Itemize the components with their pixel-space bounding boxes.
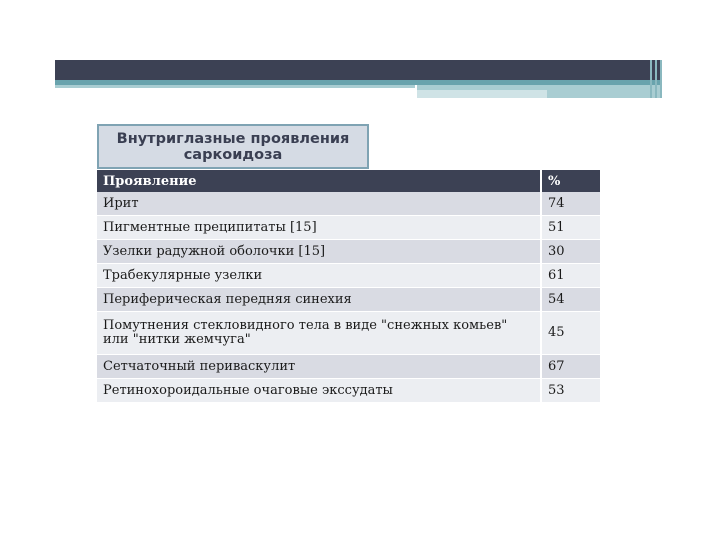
row-label: Пигментные преципитаты [15] — [97, 216, 541, 240]
row-value: 61 — [541, 264, 600, 288]
table-header-row — [97, 170, 600, 192]
row-label: Ирит — [97, 192, 541, 216]
row-label: Трабекулярные узелки — [97, 264, 541, 288]
row-value: 67 — [541, 355, 600, 379]
slide-title-box — [97, 124, 369, 169]
banner-edge-line — [660, 60, 662, 98]
column-header-percent: % — [541, 170, 600, 192]
row-value: 51 — [541, 216, 600, 240]
banner-edge-line — [655, 60, 657, 98]
row-label: Периферическая передняя синехия — [97, 288, 541, 312]
row-label: Сетчаточный периваскулит — [97, 355, 541, 379]
slide-banner — [55, 60, 662, 80]
row-label: Узелки радужной оболочки [15] — [97, 240, 541, 264]
row-value: 30 — [541, 240, 600, 264]
table-row — [97, 355, 600, 379]
column-header-manifestation: Проявление — [97, 170, 541, 192]
row-value: 74 — [541, 192, 600, 216]
row-value: 53 — [541, 379, 600, 403]
table-row — [97, 264, 600, 288]
table-row — [97, 379, 600, 403]
slide-banner-underline — [55, 85, 415, 88]
table-row — [97, 288, 600, 312]
slide-banner-step-inner — [417, 90, 547, 98]
table-row — [97, 312, 600, 355]
table-row — [97, 240, 600, 264]
row-value: 54 — [541, 288, 600, 312]
row-label: Ретинохороидальные очаговые экссудаты — [97, 379, 541, 403]
manifestations-table — [97, 170, 600, 403]
row-label: Помутнения стекловидного тела в виде "снежных комьев" или "нитки жемчуга" — [97, 312, 541, 355]
table-row — [97, 192, 600, 216]
table-row — [97, 216, 600, 240]
row-value: 45 — [541, 312, 600, 355]
slide-title: Внутриглазные проявления саркоидоза — [116, 130, 350, 163]
banner-edge-line — [650, 60, 652, 98]
